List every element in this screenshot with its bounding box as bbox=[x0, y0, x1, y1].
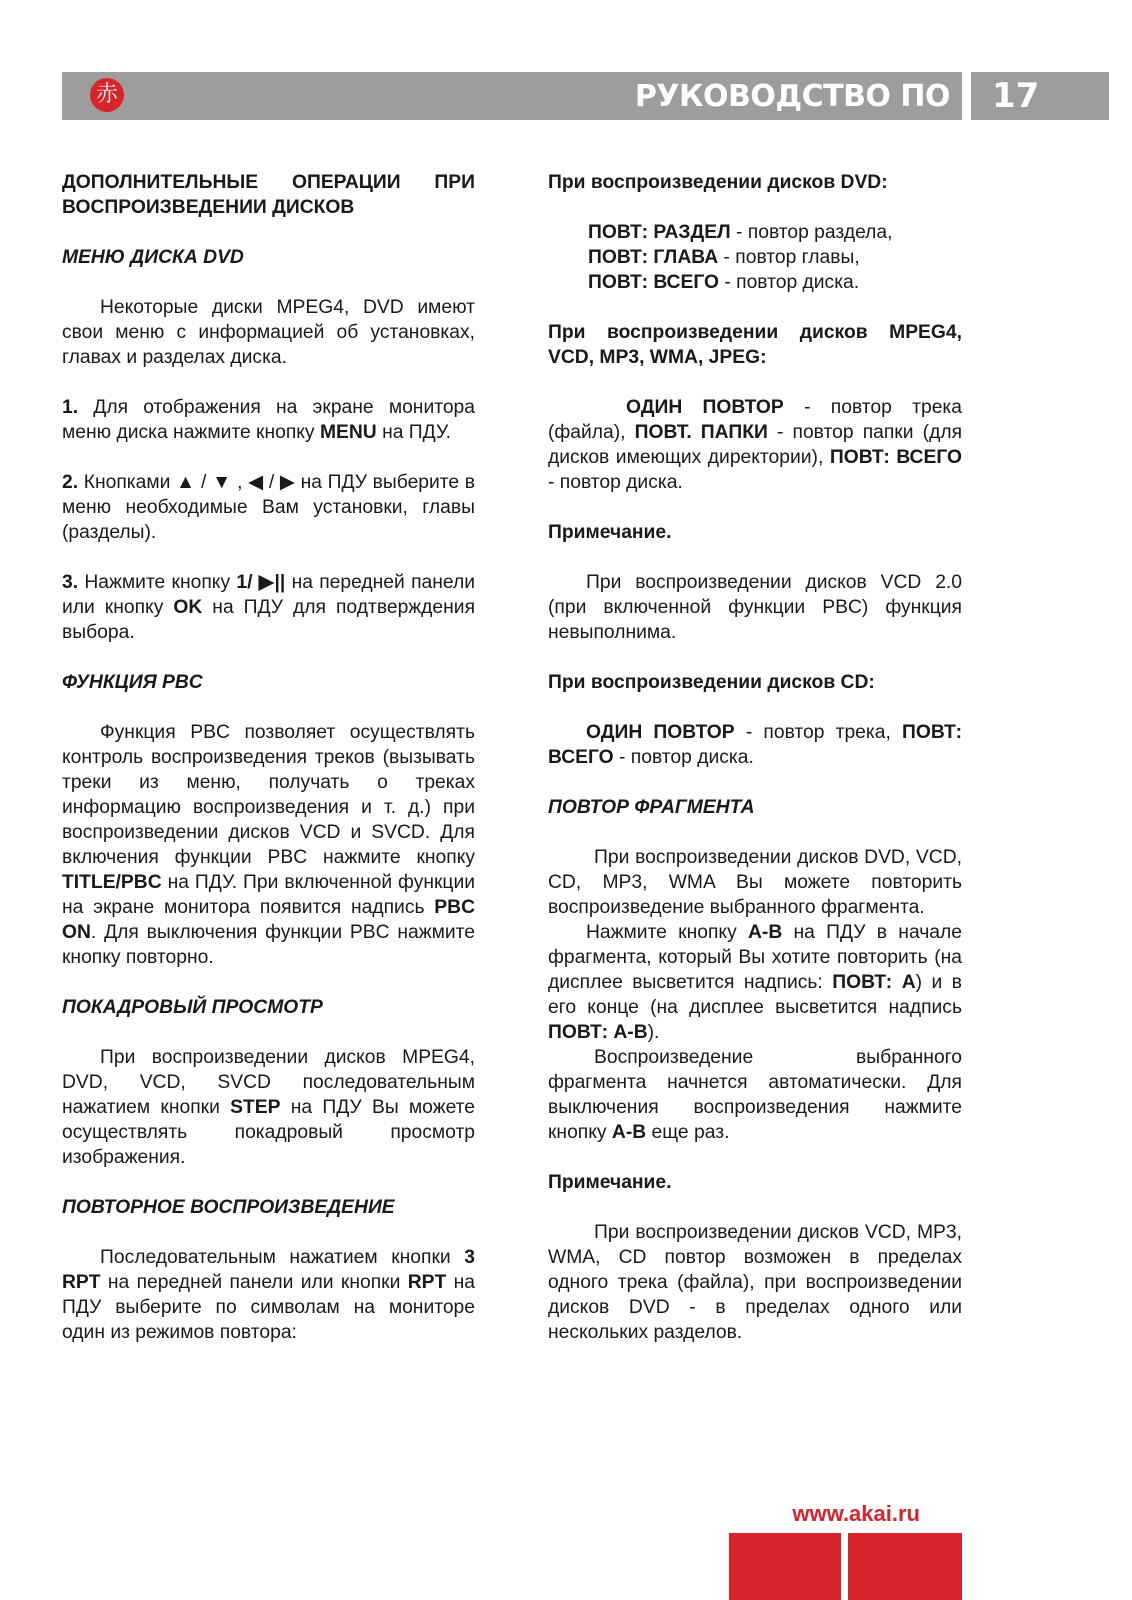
paragraph: При воспроизведении дисков MPEG4, DVD, VCD, SVCD последовательным нажатием кнопки STEP на ПДУ Вы можете осуществлять покадровый просмотр изображения. bbox=[62, 1047, 476, 1168]
step-3: 3. Нажмите кнопку 1/ ▶|| на передней панели или кнопку OK на ПДУ для подтверждения выбора. bbox=[62, 572, 476, 643]
list-item: ПОВТ: ГЛАВА - повтор главы, bbox=[588, 247, 860, 268]
footer-url: www.akai.ru bbox=[792, 1501, 920, 1526]
subheading-fragment: ПОВТОР ФРАГМЕНТА bbox=[548, 797, 755, 818]
paragraph: ОДИН ПОВТОР - повтор трека (файла), ПОВТ. ПАПКИ - повтор папки (для дисков имеющих директории), ПОВТ: ВСЕГО - повтор диска. bbox=[548, 397, 963, 493]
paragraph: Воспроизведение выбранного фрагмента начнется автоматически. Для выключения воспроизведения нажмите кнопку A-B еще раз. bbox=[548, 1047, 962, 1143]
page-number: 17 bbox=[992, 76, 1040, 116]
dvd-repeat-list bbox=[548, 220, 962, 295]
subheading-dvd-repeat: При воспроизведении дисков DVD: bbox=[548, 172, 888, 193]
step-2: 2. Кнопками ▲ / ▼ , ◀ / ▶ на ПДУ выберите в меню необходимые Вам установки, главы (разделы). bbox=[62, 472, 476, 543]
akai-logo-icon: 赤 bbox=[90, 78, 124, 112]
left-column bbox=[62, 170, 475, 1370]
note-heading: Примечание. bbox=[548, 1172, 672, 1193]
subheading-repeat: ПОВТОРНОЕ ВОСПРОИЗВЕДЕНИЕ bbox=[62, 1197, 395, 1218]
paragraph: Последовательным нажатием кнопки 3 RPT на передней панели или кнопки RPT на ПДУ выберите по символам на мониторе один из режимов повтора: bbox=[62, 1247, 475, 1343]
paragraph: При воспроизведении дисков VCD 2.0 (при включенной функции PBC) функция невыполнима. bbox=[548, 572, 962, 643]
section-heading: ДОПОЛНИТЕЛЬНЫЕ ОПЕРАЦИИ ПРИ ВОСПРОИЗВЕДЕНИИ ДИСКОВ bbox=[62, 172, 475, 218]
paragraph: При воспроизведении дисков VCD, MP3, WMA, CD повтор возможен в пределах одного трека (файла), при воспроизведении дисков DVD - в пределах одного или нескольких разделов. bbox=[548, 1222, 962, 1343]
subheading-mpeg4-repeat: При воспроизведении дисков MPEG4, VCD, MP3, WMA, JPEG: bbox=[548, 322, 962, 368]
note-heading: Примечание. bbox=[548, 522, 672, 543]
paragraph: Нажмите кнопку A-B на ПДУ в начале фрагмента, который Вы хотите повторить (на дисплее высветится надпись: ПОВТ: A) и в его конце (на дисплее высветится надпись ПОВТ: A-B). bbox=[548, 922, 962, 1043]
paragraph: ОДИН ПОВТОР - повтор трека, ПОВТ: ВСЕГО - повтор диска. bbox=[548, 722, 962, 768]
subheading-dvd-menu: МЕНЮ ДИСКА DVD bbox=[62, 247, 244, 268]
paragraph: При воспроизведении дисков DVD, VCD, CD, MP3, WMA Вы можете повторить воспроизведение выбранного фрагмента. bbox=[548, 847, 962, 918]
subheading-pbc: ФУНКЦИЯ PBC bbox=[62, 672, 203, 693]
subheading-cd-repeat: При воспроизведении дисков CD: bbox=[548, 672, 875, 693]
list-item: ПОВТ: РАЗДЕЛ - повтор раздела, bbox=[588, 222, 893, 243]
step-1: 1. Для отображения на экране монитора меню диска нажмите кнопку MENU на ПДУ. bbox=[62, 397, 475, 443]
footer-bar bbox=[848, 1533, 962, 1600]
right-column bbox=[548, 170, 962, 1370]
page-title: РУКОВОДСТВО ПО ЭКСПЛУАТАЦИИ bbox=[634, 79, 950, 152]
paragraph: Некоторые диски MPEG4, DVD имеют свои меню с информацией об установках, главах и разделах диска. bbox=[62, 297, 475, 368]
list-item: ПОВТ: ВСЕГО - повтор диска. bbox=[588, 272, 860, 293]
subheading-step: ПОКАДРОВЫЙ ПРОСМОТР bbox=[62, 997, 323, 1018]
paragraph: Функция PBC позволяет осуществлять контроль воспроизведения треков (вызывать треки из меню, получать о треках информацию воспроизведения и т. д.) при воспроизведении дисков VCD и SVCD. Для включения функции PBC нажмите кнопку TITLE/PBC на ПДУ. При включенной функции на экране монитора появится надпись PBC ON. Для выключения функции PBC нажмите кнопку повторно. bbox=[62, 722, 476, 968]
footer-bar bbox=[729, 1533, 841, 1600]
